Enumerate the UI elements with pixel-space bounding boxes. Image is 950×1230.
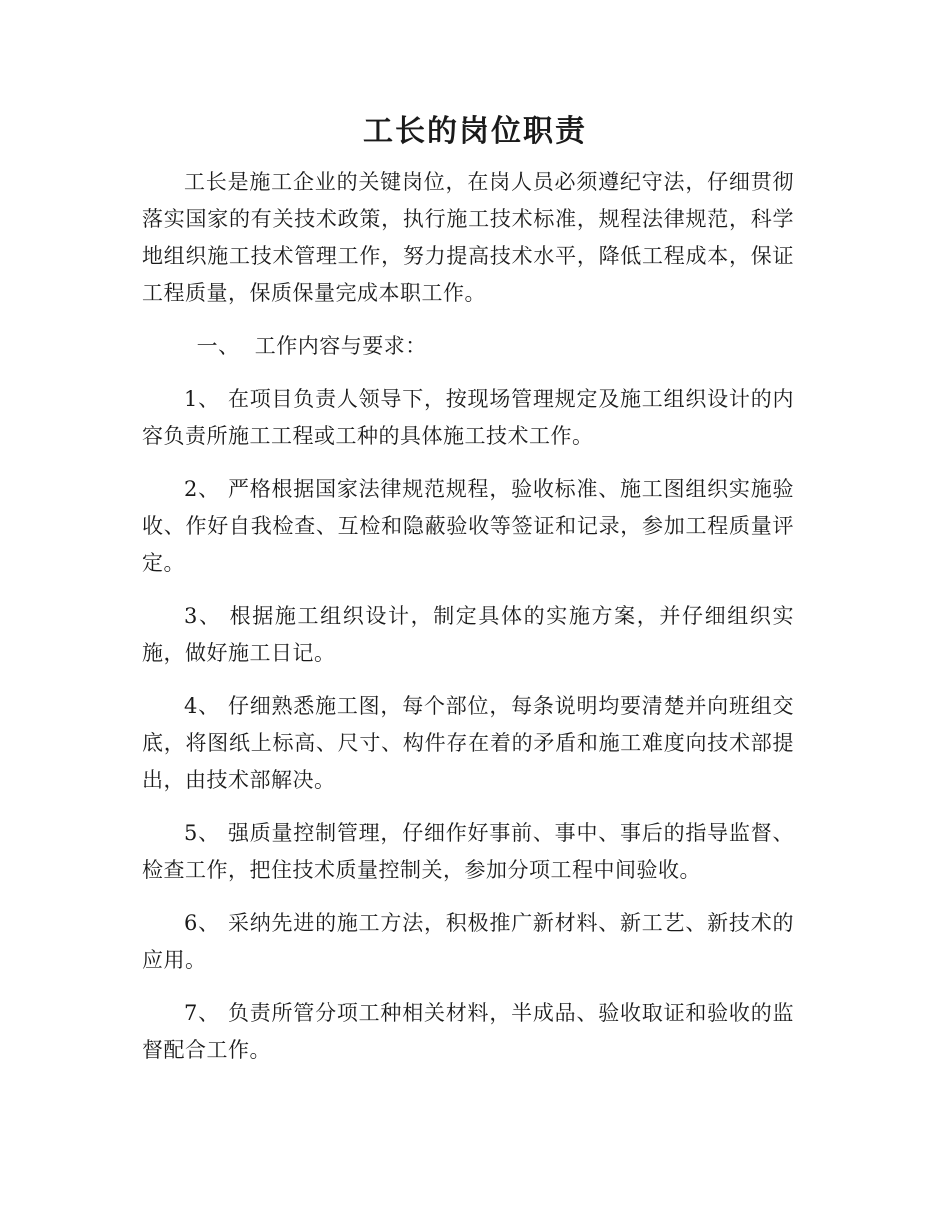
list-item-5 — [142, 815, 794, 889]
intro-paragraph: 工长是施工企业的关键岗位，在岗人员必须遵纪守法，仔细贯彻落实国家的有关技术政策，执行施工技术标准，规程法律规范，科学地组织施工技术管理工作，努力提高技术水平，降低工程成本，保证工程质量，保质保量完成本职工作。 — [142, 170, 794, 305]
item-number: 1、 — [184, 387, 220, 411]
list-item-7 — [142, 995, 794, 1069]
list-item-1 — [142, 381, 794, 455]
item-number: 6、 — [184, 911, 220, 935]
section-heading — [142, 328, 794, 365]
item-text: 负责所管分项工种相关材料，半成品、验收取证和验收的监督配合工作。 — [142, 1001, 794, 1062]
item-text: 在项目负责人领导下，按现场管理规定及施工组织设计的内容负责所施工工程或工种的具体施工技术工作。 — [142, 387, 794, 448]
item-text: 强质量控制管理，仔细作好事前、事中、事后的指导监督、检查工作，把住技术质量控制关，参加分项工程中间验收。 — [142, 821, 794, 882]
item-number: 3、 — [184, 604, 222, 628]
item-number: 2、 — [184, 477, 220, 501]
section-heading-text: 工作内容与要求： — [254, 334, 427, 358]
list-item-6 — [142, 905, 794, 979]
item-number: 4、 — [184, 694, 220, 718]
list-item-2 — [142, 471, 794, 582]
section-number: 一、 — [196, 334, 240, 358]
item-text: 根据施工组织设计，制定具体的实施方案，并仔细组织实施，做好施工日记。 — [142, 604, 794, 665]
list-item-4 — [142, 688, 794, 799]
item-text: 采纳先进的施工方法，积极推广新材料、新工艺、新技术的应用。 — [142, 911, 794, 972]
document-body — [142, 164, 794, 1085]
item-number: 7、 — [184, 1001, 220, 1025]
item-text: 仔细熟悉施工图，每个部位，每条说明均要清楚并向班组交底，将图纸上标高、尺寸、构件存在着的矛盾和施工难度向技术部提出，由技术部解决。 — [142, 694, 794, 792]
page-title: 工长的岗位职责 — [363, 114, 587, 149]
item-text: 严格根据国家法律规范规程，验收标准、施工图组织实施验收、作好自我检查、互检和隐蔽验收等签证和记录，参加工程质量评定。 — [142, 477, 794, 575]
item-number: 5、 — [184, 821, 220, 845]
list-item-3 — [142, 598, 794, 672]
